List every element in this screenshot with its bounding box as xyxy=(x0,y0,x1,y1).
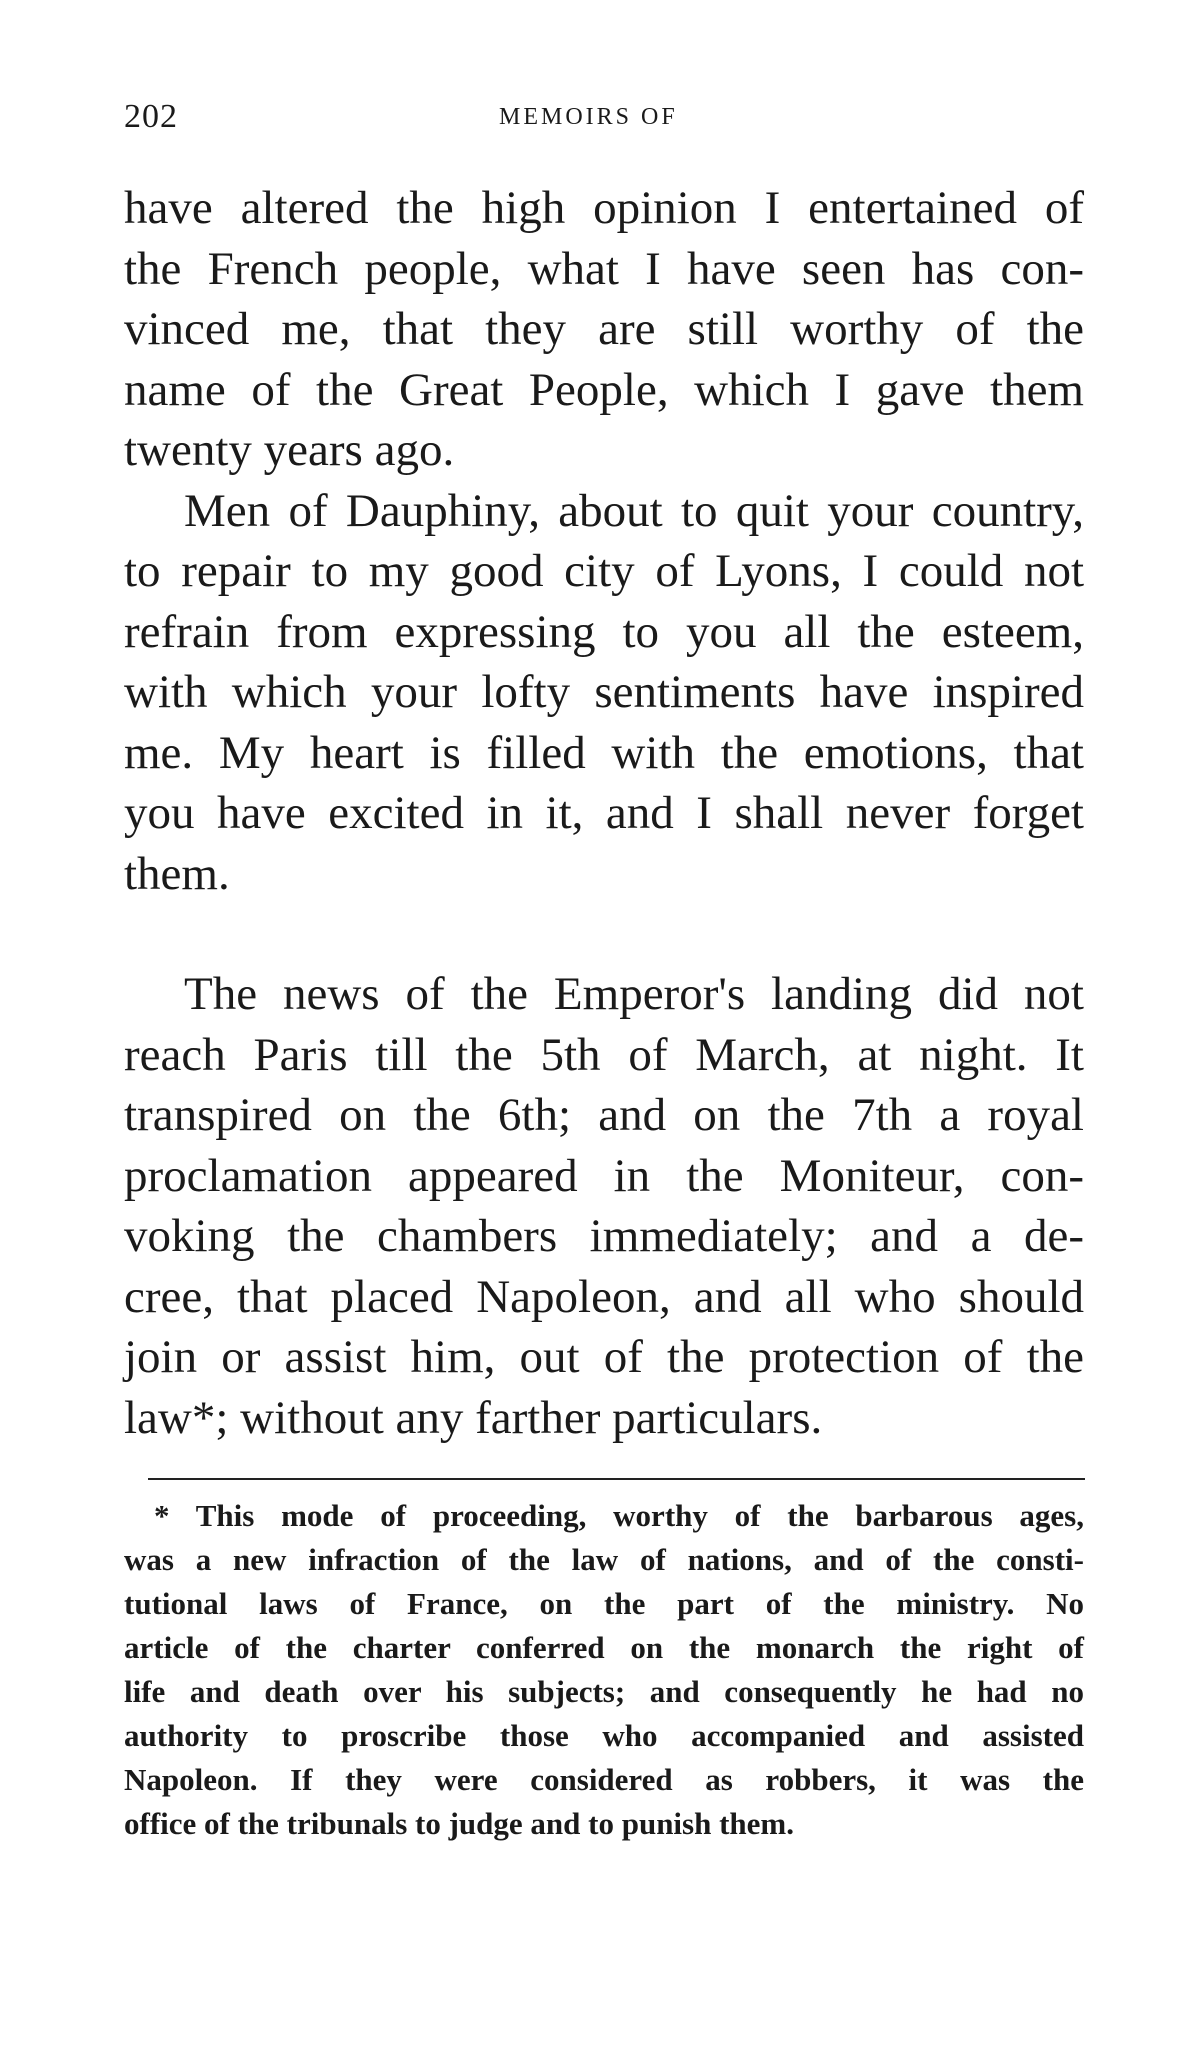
page-header xyxy=(124,98,1084,138)
text-line: with which your lofty sentiments have inspired xyxy=(124,666,1084,718)
paragraph-2 xyxy=(124,481,1084,905)
text-line: transpired on the 6th; and on the 7th a royal xyxy=(124,1089,1084,1141)
footnote-line: article of the charter conferred on the monarch the right of xyxy=(124,1630,1084,1665)
footnote-line: * This mode of proceeding, worthy of the barbarous ages, xyxy=(154,1498,1084,1533)
text-line: name of the Great People, which I gave them xyxy=(124,363,1084,416)
text-line: you have excited in it, and I shall never forget xyxy=(124,787,1084,839)
paragraph-1 xyxy=(124,178,1084,481)
footnote-line: authority to proscribe those who accompanied and assisted xyxy=(124,1718,1084,1753)
text-line: Men of Dauphiny, about to quit your country, xyxy=(184,484,1084,537)
text-line: twenty years ago. xyxy=(124,424,455,476)
section-gap xyxy=(124,904,1084,964)
running-head: MEMOIRS OF xyxy=(499,104,678,130)
text-line: law*; without any farther particulars. xyxy=(124,1391,823,1444)
text-line: voking the chambers immediately; and a de- xyxy=(124,1210,1084,1262)
text-line: reach Paris till the 5th of March, at night. It xyxy=(124,1028,1084,1081)
text-line: proclamation appeared in the Moniteur, con- xyxy=(124,1149,1084,1202)
footnote-line: Napoleon. If they were considered as robbers, it was the xyxy=(124,1762,1084,1797)
footnote-line: tutional laws of France, on the part of the ministry. No xyxy=(124,1586,1084,1621)
text-line: have altered the high opinion I entertained of xyxy=(124,182,1084,234)
text-line: them. xyxy=(124,847,230,900)
paragraph-3 xyxy=(124,964,1084,1448)
text-line: The news of the Emperor's landing did not xyxy=(184,968,1084,1020)
text-line: vinced me, that they are still worthy of the xyxy=(124,303,1084,355)
text-line: the French people, what I have seen has con- xyxy=(124,242,1084,295)
text-line: me. My heart is filled with the emotions, that xyxy=(124,726,1084,779)
text-line: cree, that placed Napoleon, and all who should xyxy=(124,1270,1084,1323)
main-text xyxy=(124,178,1084,1448)
footnote-line: office of the tribunals to judge and to punish them. xyxy=(124,1806,794,1841)
text-line: to repair to my good city of Lyons, I could not xyxy=(124,545,1084,597)
footnote-line: life and death over his subjects; and consequently he had no xyxy=(124,1674,1084,1709)
page-number: 202 xyxy=(124,98,178,135)
footnote-line: was a new infraction of the law of nations, and of the consti- xyxy=(124,1542,1084,1577)
footnote xyxy=(124,1494,1084,1846)
text-line: refrain from expressing to you all the esteem, xyxy=(124,605,1084,658)
text-line: join or assist him, out of the protection of the xyxy=(124,1331,1084,1383)
footnote-divider xyxy=(148,1478,1085,1480)
